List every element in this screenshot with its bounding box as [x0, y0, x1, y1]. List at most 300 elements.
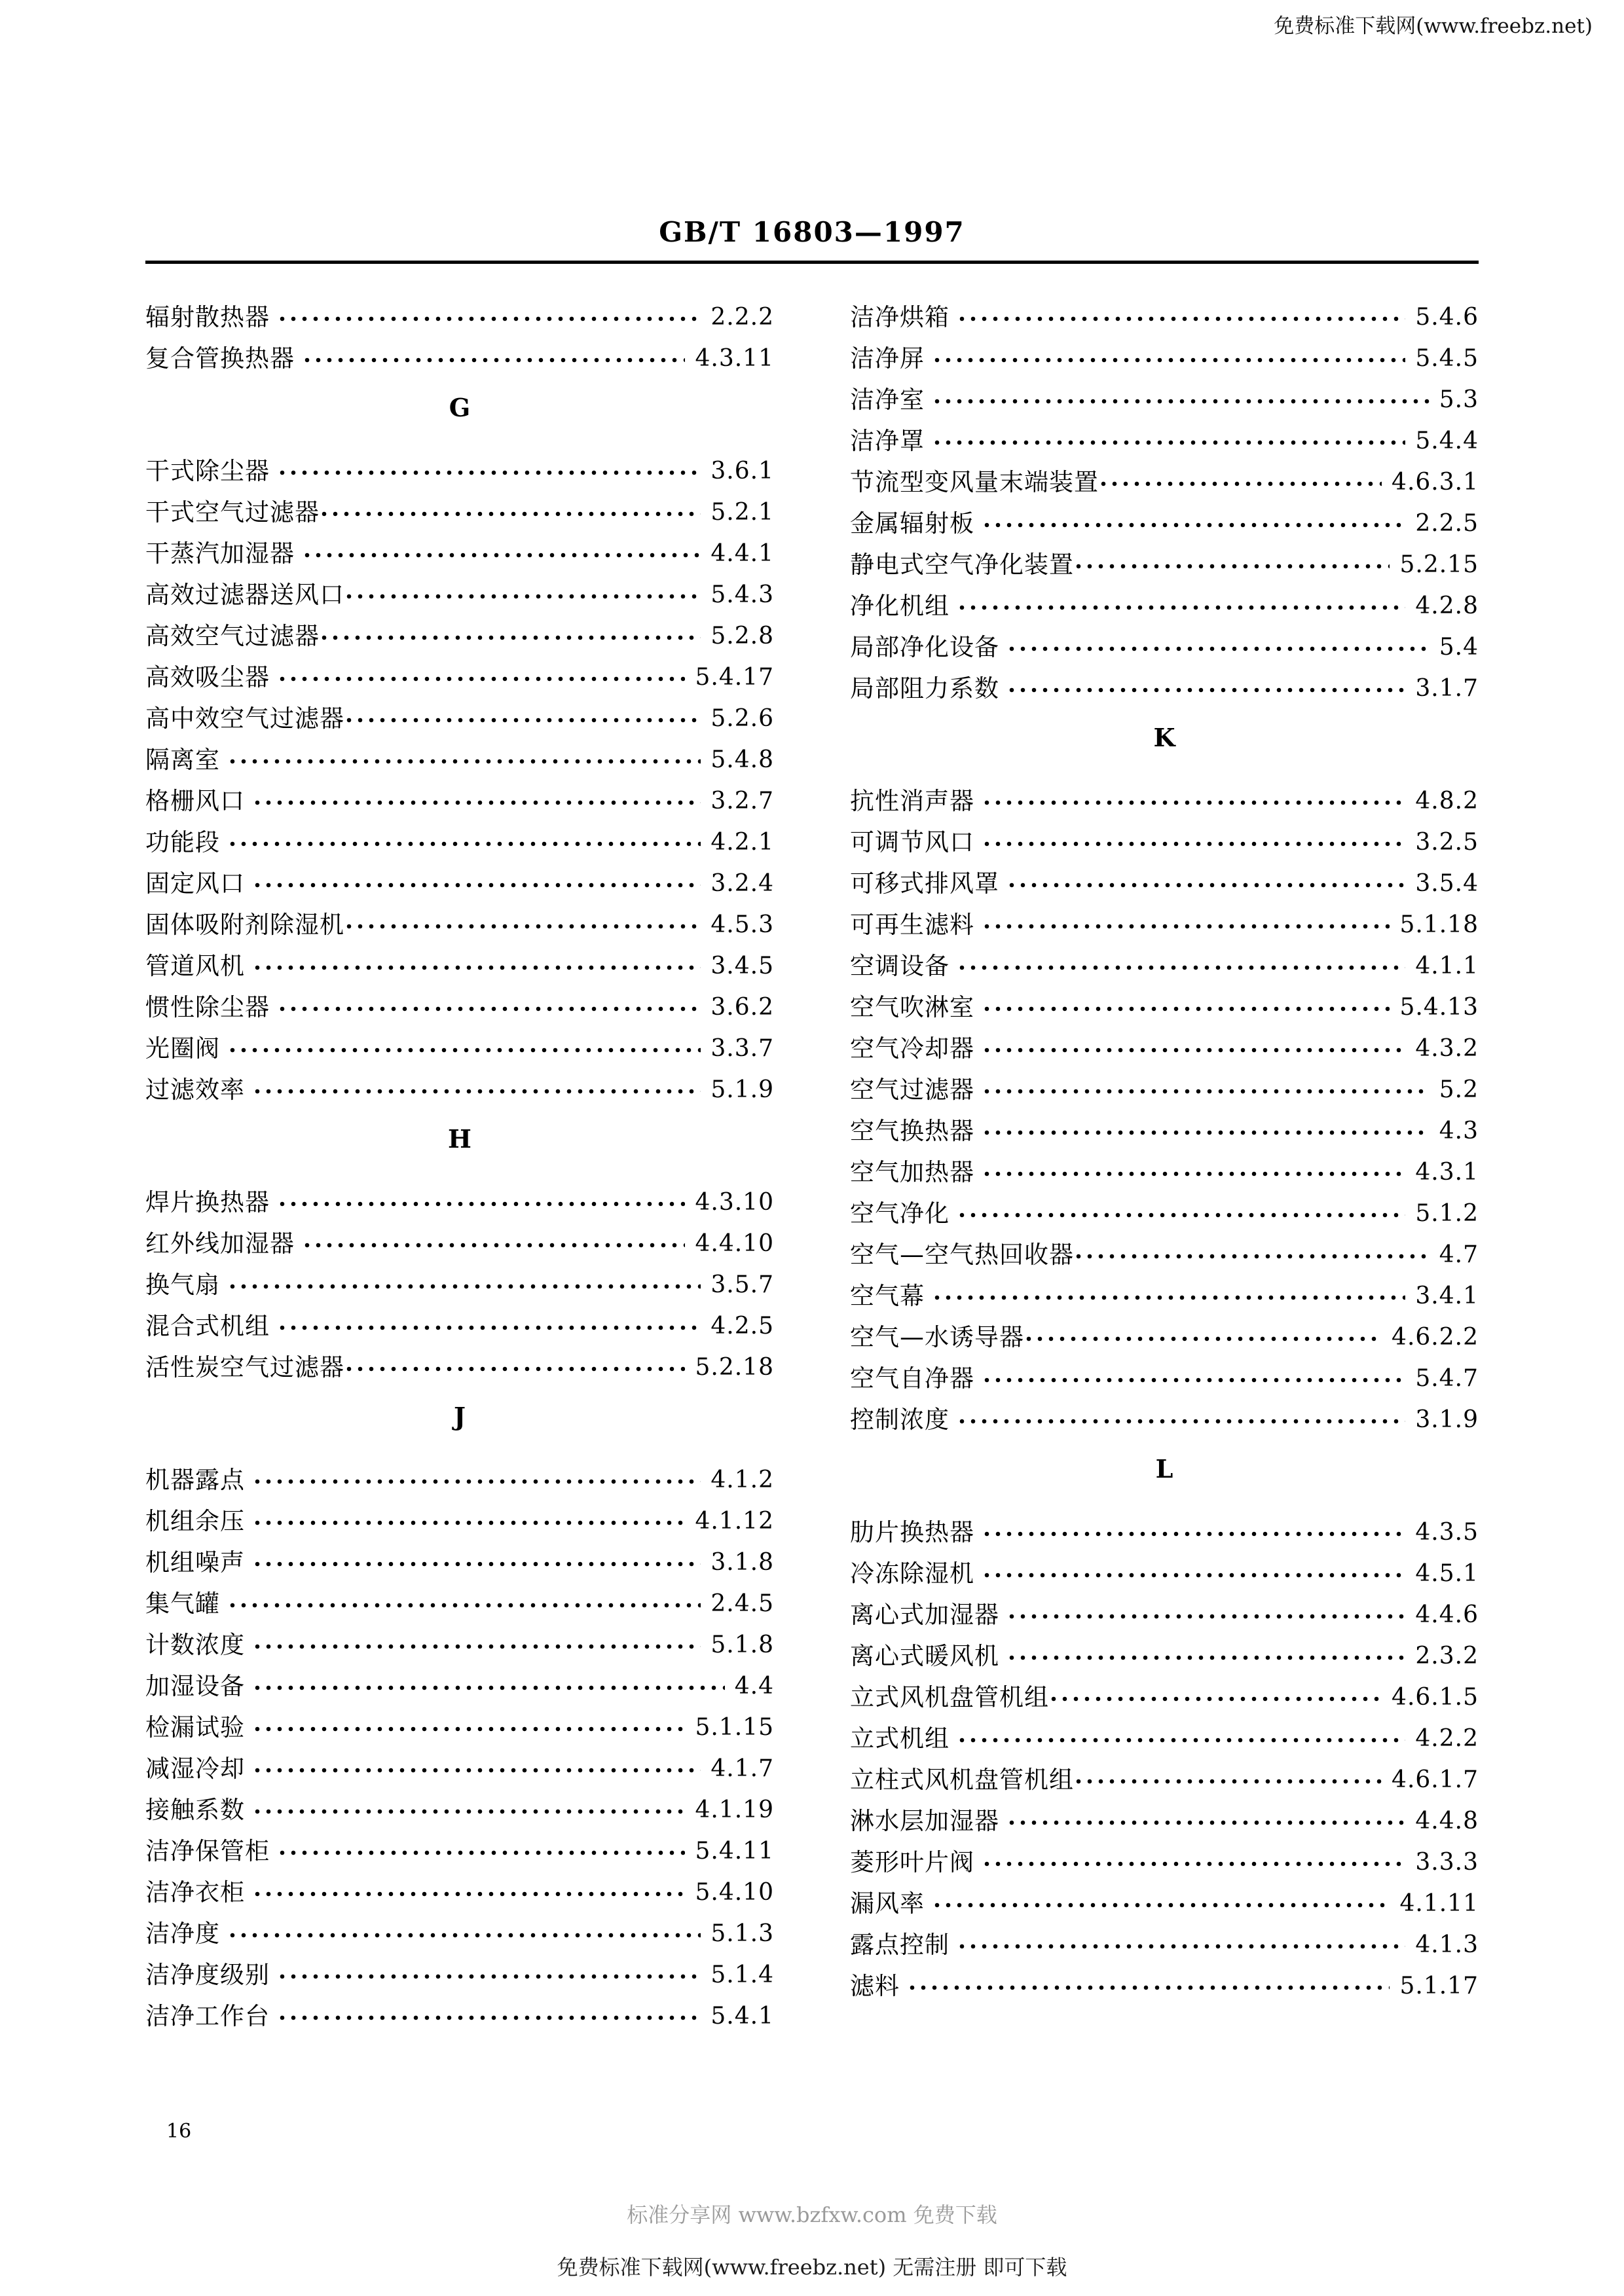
dot-leader [984, 1087, 1430, 1096]
dot-leader [934, 1293, 1405, 1302]
index-entry [145, 524, 774, 566]
index-entry [850, 854, 1479, 896]
index-entry-term: 可移式排风罩 [850, 869, 999, 898]
index-entry-term: 可再生滤料 [850, 911, 974, 939]
index-entry-number: 5.1.18 [1399, 911, 1479, 938]
dot-leader [229, 1046, 701, 1055]
index-entry [145, 813, 774, 854]
index-entry-term: 空气吹淋室 [850, 993, 974, 1021]
dot-leader [229, 1282, 701, 1291]
dot-leader [1008, 1612, 1405, 1621]
index-entry-number: 4.3.5 [1415, 1519, 1479, 1546]
dot-leader [1025, 1334, 1382, 1343]
right-sections [850, 723, 1479, 1998]
index-entry [850, 1267, 1479, 1308]
index-entry [145, 288, 774, 329]
index-entry [145, 937, 774, 978]
index-entry-number: 3.3.3 [1415, 1849, 1479, 1876]
index-entry-term: 控制浓度 [850, 1406, 950, 1434]
index-entry-term: 抗性消声器 [850, 787, 974, 815]
dot-leader [984, 839, 1405, 848]
index-entry [145, 854, 774, 896]
index-entry [850, 412, 1479, 453]
index-entry-number: 5.2.8 [710, 623, 774, 649]
index-entry [850, 536, 1479, 577]
dot-leader [304, 551, 701, 560]
index-entry-term: 减湿冷却 [145, 1755, 245, 1783]
index-entry [145, 896, 774, 937]
index-entry [850, 937, 1479, 978]
dot-leader [984, 1529, 1405, 1539]
dot-leader [346, 592, 701, 601]
right-pre-entries [850, 288, 1479, 701]
index-entry-number: 4.4 [734, 1673, 774, 1700]
index-entry-number: 5.4.8 [710, 746, 774, 773]
index-entry-term: 过滤效率 [145, 1076, 245, 1104]
index-entry [145, 1451, 774, 1492]
index-entry-term: 离心式加湿器 [850, 1601, 999, 1629]
dot-leader [1075, 562, 1390, 571]
index-entry-term: 洁净罩 [850, 427, 925, 455]
index-entry-number: 5.2 [1439, 1076, 1479, 1103]
index-entry-term: 焊片换热器 [145, 1188, 270, 1216]
index-entry-term: 局部净化设备 [850, 633, 999, 661]
index-entry-number: 4.2.2 [1415, 1725, 1479, 1752]
dot-leader [254, 1683, 725, 1692]
index-entry-term: 机组余压 [145, 1507, 245, 1535]
dot-leader [984, 1046, 1405, 1055]
index-entry-number: 5.4.6 [1415, 304, 1479, 331]
index-entry [145, 1575, 774, 1616]
left-sections [145, 393, 774, 2028]
index-entry-number: 5.4.1 [710, 2003, 774, 2030]
dot-leader [934, 397, 1430, 406]
index-entry-number: 4.7 [1439, 1241, 1479, 1268]
index-entry-number: 4.2.1 [710, 829, 774, 856]
dot-leader [254, 1087, 701, 1096]
dot-leader [1050, 1694, 1382, 1704]
index-entry-term: 空气幕 [850, 1282, 925, 1310]
index-entry [850, 329, 1479, 371]
index-entry-number: 4.4.1 [710, 540, 774, 567]
index-entry-number: 5.1.17 [1399, 1973, 1479, 1999]
index-columns [145, 288, 1479, 2028]
index-entry [145, 1657, 774, 1698]
index-entry-number: 5.4 [1439, 634, 1479, 661]
index-entry-number: 4.4.10 [695, 1230, 774, 1257]
index-entry-number: 4.4.6 [1415, 1601, 1479, 1628]
index-entry-term: 高中效空气过滤器 [145, 704, 344, 733]
index-entry-term: 隔离室 [145, 746, 220, 774]
index-entry [850, 1751, 1479, 1792]
index-entry-term: 可调节风口 [850, 828, 974, 856]
index-entry-number: 4.3.2 [1415, 1035, 1479, 1062]
index-entry-number: 5.1.8 [710, 1631, 774, 1658]
index-entry-term: 露点控制 [850, 1931, 950, 1959]
index-entry [145, 607, 774, 648]
index-entry-term: 管道风机 [145, 952, 245, 980]
dot-leader [1075, 1777, 1382, 1786]
index-entry-term: 漏风率 [850, 1889, 925, 1918]
index-entry-number: 2.2.2 [710, 304, 774, 331]
dot-leader [1008, 685, 1405, 695]
dot-leader [1075, 1252, 1430, 1261]
index-entry-term: 空气自净器 [850, 1364, 974, 1393]
dot-leader [321, 509, 701, 519]
index-entry-number: 5.4.17 [695, 664, 774, 691]
index-entry [850, 1226, 1479, 1267]
index-entry-number: 5.2.15 [1399, 551, 1479, 578]
index-entry-number: 3.5.7 [710, 1271, 774, 1298]
index-entry [850, 288, 1479, 329]
index-entry-term: 固体吸附剂除湿机 [145, 911, 344, 939]
dot-leader [1008, 1818, 1405, 1827]
index-entry-number: 4.1.3 [1415, 1931, 1479, 1958]
index-entry-number: 4.4.8 [1415, 1808, 1479, 1834]
index-entry-number: 4.3 [1439, 1118, 1479, 1144]
dot-leader [984, 1004, 1390, 1013]
index-entry [850, 1544, 1479, 1586]
index-entry-number: 4.5.3 [710, 911, 774, 938]
dot-leader [254, 1642, 701, 1651]
index-entry-term: 空气冷却器 [850, 1034, 974, 1063]
dot-leader [304, 1241, 685, 1250]
index-entry-term: 光圈阀 [145, 1034, 220, 1063]
index-entry-number: 4.6.2.2 [1392, 1324, 1479, 1351]
index-entry-number: 3.6.2 [710, 994, 774, 1021]
dot-leader [346, 1364, 685, 1374]
index-entry-number: 4.6.1.7 [1392, 1766, 1479, 1793]
index-entry-number: 2.2.5 [1415, 510, 1479, 537]
index-entry-term: 洁净屏 [850, 344, 925, 373]
index-entry-number: 3.2.5 [1415, 829, 1479, 856]
index-entry [850, 1391, 1479, 1432]
index-entry-term: 菱形叶片阀 [850, 1848, 974, 1876]
dot-leader [934, 355, 1405, 365]
index-entry-number: 4.3.10 [695, 1189, 774, 1216]
index-entry-term: 接触系数 [145, 1796, 245, 1824]
index-entry-term: 格栅风口 [145, 787, 245, 815]
section-letter-J: J [454, 1402, 466, 1431]
dot-leader [984, 1571, 1405, 1580]
index-entry-number: 4.6.1.5 [1392, 1684, 1479, 1711]
index-entry [850, 618, 1479, 659]
index-entry [145, 566, 774, 607]
index-entry-term: 洁净保管柜 [145, 1837, 270, 1865]
index-entry-number: 4.1.19 [695, 1796, 774, 1823]
index-entry-term: 空气净化 [850, 1199, 950, 1228]
index-entry [145, 772, 774, 813]
index-entry-number: 3.1.8 [710, 1549, 774, 1576]
dot-leader [254, 1766, 701, 1775]
index-entry-term: 集气罐 [145, 1590, 220, 1618]
index-entry-term: 洁净度级别 [145, 1961, 270, 1989]
index-entry-term: 干式除尘器 [145, 457, 270, 485]
dot-leader [934, 1901, 1390, 1910]
index-entry-number: 5.2.6 [710, 705, 774, 732]
index-entry [850, 494, 1479, 536]
section-letter-K: K [1153, 723, 1175, 752]
index-entry-term: 洁净度 [145, 1920, 220, 1948]
index-entry [850, 1349, 1479, 1391]
index-entry [145, 1019, 774, 1061]
index-entry-number: 3.4.1 [1415, 1283, 1479, 1309]
index-entry [145, 1987, 774, 2028]
index-entry [850, 371, 1479, 412]
index-entry-term: 空气—水诱导器 [850, 1323, 1024, 1351]
dot-leader [254, 1477, 701, 1486]
index-entry [145, 1822, 774, 1863]
index-entry [145, 442, 774, 483]
section-letter-L: L [1155, 1454, 1173, 1484]
index-entry-term: 功能段 [145, 828, 220, 856]
index-entry [850, 1143, 1479, 1184]
index-entry-term: 空气换热器 [850, 1117, 974, 1145]
index-entry [145, 483, 774, 524]
index-entry [850, 1061, 1479, 1102]
dot-leader [1100, 479, 1382, 488]
index-entry-term: 冷冻除湿机 [850, 1559, 974, 1588]
dot-leader [254, 881, 701, 890]
index-entry-term: 换气扇 [145, 1271, 220, 1299]
index-entry-term: 洁净工作台 [145, 2002, 270, 2030]
index-entry-term: 混合式机组 [145, 1312, 270, 1340]
dot-leader [279, 2013, 701, 2022]
index-entry-term: 肋片换热器 [850, 1518, 974, 1546]
index-entry [145, 1297, 774, 1338]
index-entry-term: 立式机组 [850, 1724, 950, 1753]
index-entry [850, 1102, 1479, 1143]
index-entry-number: 4.1.2 [710, 1467, 774, 1493]
index-entry-number: 5.1.2 [1415, 1200, 1479, 1227]
index-entry-term: 干式空气过滤器 [145, 498, 320, 526]
index-entry-number: 4.1.1 [1415, 953, 1479, 979]
index-entry [145, 648, 774, 689]
index-entry-number: 4.2.8 [1415, 592, 1479, 619]
index-entry [850, 896, 1479, 937]
index-entry-term: 活性炭空气过滤器 [145, 1353, 344, 1381]
page-number: 16 [166, 2120, 192, 2143]
index-entry [145, 1173, 774, 1214]
index-entry-term: 立式风机盘管机组 [850, 1683, 1049, 1711]
dot-leader [959, 603, 1405, 612]
index-entry-term: 机器露点 [145, 1466, 245, 1494]
index-entry [145, 1946, 774, 1987]
dot-leader [254, 963, 701, 972]
dot-leader [346, 922, 701, 931]
index-entry-term: 高效吸尘器 [145, 663, 270, 691]
index-entry-term: 净化机组 [850, 592, 950, 620]
dot-leader [1008, 881, 1405, 890]
dot-leader [984, 1128, 1430, 1137]
index-entry [850, 1792, 1479, 1833]
index-entry-number: 3.1.9 [1415, 1406, 1479, 1433]
index-entry [850, 1184, 1479, 1226]
dot-leader [229, 757, 701, 766]
dot-leader [1008, 1653, 1405, 1662]
index-entry [145, 329, 774, 371]
index-entry [145, 1492, 774, 1533]
index-entry-number: 5.4.10 [695, 1879, 774, 1906]
index-entry [145, 1904, 774, 1946]
dot-leader [984, 1169, 1405, 1178]
index-entry-term: 计数浓度 [145, 1631, 245, 1659]
index-entry-number: 5.3 [1439, 386, 1479, 413]
dot-leader [229, 1601, 701, 1610]
index-entry-term: 红外线加湿器 [145, 1230, 295, 1258]
page-title: GB/T 16803—1997 [659, 216, 965, 248]
dot-leader [959, 1736, 1405, 1745]
index-entry [145, 1338, 774, 1379]
header-rule [145, 261, 1479, 264]
index-entry-number: 4.8.2 [1415, 788, 1479, 814]
index-entry [850, 577, 1479, 618]
dot-leader [984, 520, 1405, 530]
index-entry [145, 731, 774, 772]
dot-leader [984, 1859, 1405, 1868]
index-entry [850, 1709, 1479, 1751]
index-entry-term: 洁净烘箱 [850, 303, 950, 331]
index-entry [850, 1627, 1479, 1668]
index-entry-term: 滤料 [850, 1972, 900, 2000]
index-entry-number: 5.4.11 [695, 1838, 774, 1865]
index-entry-term: 惯性除尘器 [145, 993, 270, 1021]
index-entry-term: 节流型变风量末端装置 [850, 468, 1099, 496]
index-entry [145, 1616, 774, 1657]
dot-leader [279, 1848, 685, 1857]
dot-leader [934, 438, 1405, 447]
index-entry-term: 空调设备 [850, 952, 950, 980]
index-entry-number: 4.6.3.1 [1392, 469, 1479, 496]
index-entry-number: 5.2.18 [695, 1354, 774, 1381]
index-entry-number: 3.6.1 [710, 458, 774, 484]
index-entry-number: 4.3.11 [695, 345, 774, 372]
dot-leader [279, 1004, 701, 1013]
index-entry [145, 1740, 774, 1781]
dot-leader [229, 839, 701, 848]
dot-leader [279, 314, 701, 323]
index-entry-term: 洁净衣柜 [145, 1878, 245, 1906]
dot-leader [254, 1889, 685, 1899]
dot-leader [229, 1931, 701, 1940]
index-entry-number: 3.5.4 [1415, 870, 1479, 897]
index-entry [145, 1256, 774, 1297]
index-entry [850, 1503, 1479, 1544]
index-entry-number: 2.4.5 [710, 1590, 774, 1617]
index-entry-number: 5.4.3 [710, 581, 774, 608]
index-entry [850, 1308, 1479, 1349]
index-entry-term: 离心式暖风机 [850, 1642, 999, 1670]
index-entry [145, 1781, 774, 1822]
index-entry-number: 5.1.4 [710, 1961, 774, 1988]
index-entry [850, 1833, 1479, 1874]
index-entry [850, 772, 1479, 813]
index-entry-number: 2.3.2 [1415, 1643, 1479, 1669]
index-entry-number: 3.1.7 [1415, 675, 1479, 702]
index-entry-term: 机组噪声 [145, 1548, 245, 1576]
index-entry-term: 金属辐射板 [850, 509, 974, 538]
dot-leader [279, 468, 701, 477]
index-entry-number: 4.1.12 [695, 1508, 774, 1535]
index-entry-term: 加湿设备 [145, 1672, 245, 1700]
index-entry-number: 3.3.7 [710, 1035, 774, 1062]
index-entry-number: 5.4.13 [1399, 994, 1479, 1021]
dot-leader [254, 1724, 685, 1734]
index-entry [145, 1698, 774, 1740]
index-entry [850, 1668, 1479, 1709]
index-entry [850, 1586, 1479, 1627]
index-entry-term: 空气—空气热回收器 [850, 1241, 1074, 1269]
index-entry [145, 1533, 774, 1575]
index-entry [145, 1061, 774, 1102]
index-entry-term: 高效过滤器送风口 [145, 581, 344, 609]
dot-leader [279, 1972, 701, 1981]
index-entry [145, 1863, 774, 1904]
index-entry [850, 659, 1479, 701]
dot-leader [279, 1323, 701, 1332]
index-entry-number: 5.1.9 [710, 1076, 774, 1103]
dot-leader [959, 1942, 1405, 1951]
bottom-watermark-dark: 免费标准下载网(www.freebz.net) 无需注册 即可下载 [557, 2255, 1067, 2280]
dot-leader [279, 674, 685, 683]
index-entry [145, 689, 774, 731]
bottom-watermark-gray: 标准分享网 www.bzfxw.com 免费下载 [627, 2202, 997, 2227]
index-entry-number: 5.1.3 [710, 1920, 774, 1947]
dot-leader [909, 1983, 1390, 1992]
index-entry-number: 4.1.11 [1399, 1890, 1479, 1917]
index-entry-number: 4.1.7 [710, 1755, 774, 1782]
index-entry-term: 检漏试验 [145, 1713, 245, 1741]
dot-leader [959, 1211, 1405, 1220]
index-entry [850, 1916, 1479, 1957]
index-entry-term: 高效空气过滤器 [145, 622, 320, 650]
dot-leader [959, 963, 1405, 972]
dot-leader [254, 1518, 685, 1527]
index-entry-number: 5.4.7 [1415, 1365, 1479, 1392]
index-entry-number: 4.2.5 [710, 1313, 774, 1339]
dot-leader [254, 798, 701, 807]
left-pre-entries [145, 288, 774, 371]
section-letter-H: H [448, 1124, 471, 1154]
index-entry [850, 978, 1479, 1019]
index-column-right [812, 288, 1479, 2028]
index-entry-term: 空气加热器 [850, 1158, 974, 1186]
index-entry-number: 4.5.1 [1415, 1560, 1479, 1587]
dot-leader [959, 1417, 1405, 1426]
index-entry [850, 453, 1479, 494]
index-entry [850, 1874, 1479, 1916]
dot-leader [254, 1559, 701, 1569]
index-entry-term: 空气过滤器 [850, 1076, 974, 1104]
index-entry-number: 5.4.5 [1415, 345, 1479, 372]
index-entry [850, 1019, 1479, 1061]
dot-leader [346, 716, 701, 725]
index-entry-term: 复合管换热器 [145, 344, 295, 373]
index-entry [850, 813, 1479, 854]
index-entry [145, 978, 774, 1019]
dot-leader [304, 355, 685, 365]
section-letter-G: G [449, 393, 471, 422]
index-entry-term: 静电式空气净化装置 [850, 551, 1074, 579]
index-entry-term: 局部阻力系数 [850, 674, 999, 702]
index-entry-term: 立柱式风机盘管机组 [850, 1766, 1074, 1794]
top-watermark: 免费标准下载网(www.freebz.net) [1274, 14, 1593, 38]
index-entry-term: 淋水层加湿器 [850, 1807, 999, 1835]
dot-leader [984, 1376, 1405, 1385]
dot-leader [279, 1199, 685, 1209]
index-entry [145, 1214, 774, 1256]
dot-leader [959, 314, 1405, 323]
